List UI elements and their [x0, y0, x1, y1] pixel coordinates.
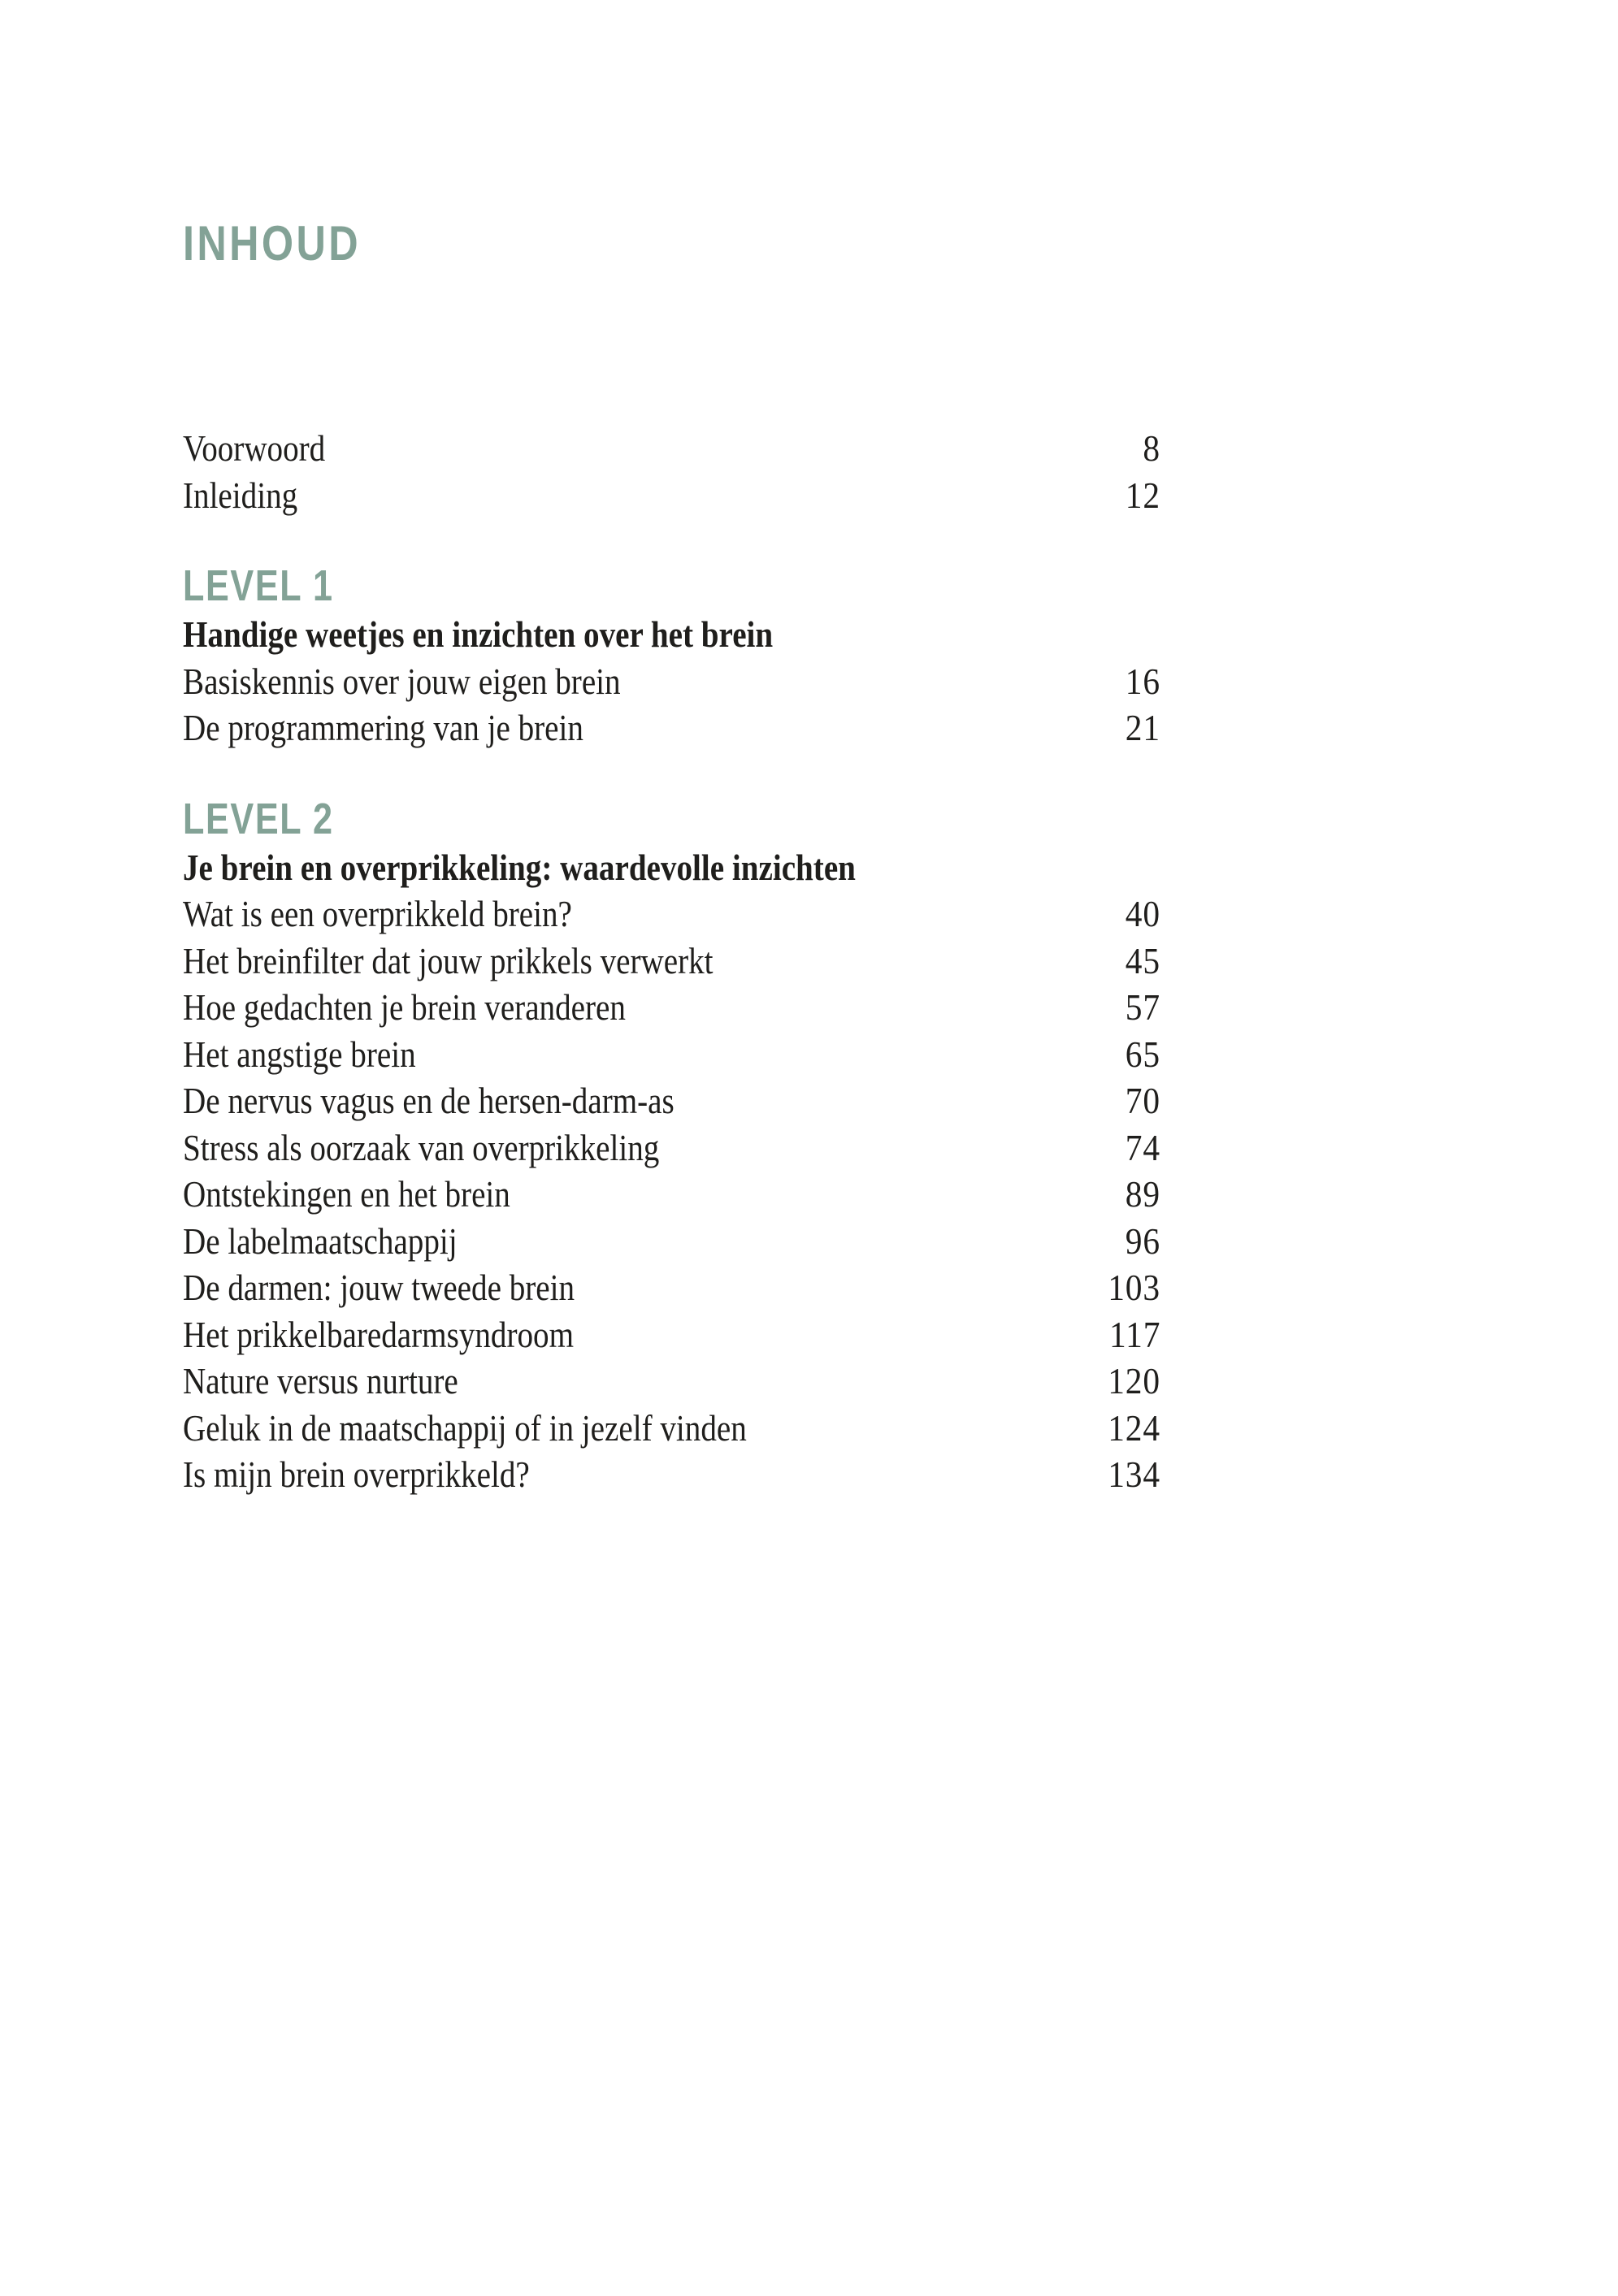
toc-entry-label: Ontstekingen en het brein [183, 1173, 510, 1215]
toc-entry-label: Inleiding [183, 474, 298, 516]
toc-entry-label: De nervus vagus en de hersen-darm-as [183, 1080, 675, 1121]
toc-sections [183, 561, 1160, 1498]
toc-entry-page-number: 134 [1108, 1453, 1160, 1495]
toc-entry-label: De darmen: jouw tweede brein [183, 1267, 575, 1308]
section-heading: LEVEL 1 [183, 561, 334, 610]
toc-entry-page-number: 16 [1125, 660, 1160, 702]
toc-entry [183, 1311, 1160, 1358]
toc-entry [183, 1031, 1160, 1078]
toc-entry [183, 658, 1160, 705]
toc-entry [183, 984, 1160, 1031]
section-heading: LEVEL 2 [183, 794, 334, 843]
toc-section [183, 561, 1160, 752]
toc-entry-label: Nature versus nurture [183, 1360, 458, 1401]
page-title: INHOUD [183, 216, 361, 271]
toc-entry-label: Het prikkelbaredarmsyndroom [183, 1313, 575, 1355]
toc-section [183, 794, 1160, 1498]
toc-entry [183, 1405, 1160, 1452]
toc-entry-page-number: 103 [1108, 1267, 1160, 1308]
toc-entry [183, 1171, 1160, 1218]
toc-entry-page-number: 12 [1125, 474, 1160, 516]
toc-entry-page-number: 89 [1125, 1173, 1160, 1215]
toc-entry-label: Voorwoord [183, 427, 326, 469]
toc-entry [183, 1077, 1160, 1124]
front-matter-list [183, 425, 1160, 518]
toc-entry [183, 1451, 1160, 1498]
toc-entry-page-number: 45 [1125, 939, 1160, 981]
toc-entry-label: Stress als oorzaak van overprikkeling [183, 1126, 660, 1168]
toc-entry [183, 1264, 1160, 1311]
toc-entry-label: Het breinfilter dat jouw prikkels verwerkt [183, 939, 714, 981]
toc-entry-page-number: 117 [1108, 1313, 1160, 1355]
toc-entry-page-number: 70 [1125, 1080, 1160, 1121]
toc-entry-label: De programmering van je brein [183, 707, 583, 748]
toc-entry-page-number: 120 [1108, 1360, 1160, 1401]
toc-entry-page-number: 40 [1125, 893, 1160, 934]
toc-entry [183, 1124, 1160, 1172]
section-subtitle [183, 844, 1160, 891]
toc-entry-label: De labelmaatschappij [183, 1219, 458, 1262]
toc-entry-page-number: 65 [1125, 1033, 1160, 1075]
toc-entry [183, 472, 1160, 519]
toc-entry [183, 704, 1160, 752]
toc-entry-label: Hoe gedachten je brein veranderen [183, 986, 626, 1028]
toc-entry [183, 1218, 1160, 1265]
toc-entry-page-number: 96 [1125, 1219, 1160, 1262]
toc-entry-label: Wat is een overprikkeld brein? [183, 893, 572, 934]
toc-content [183, 216, 1160, 1498]
section-subtitle-label: Je brein en overprikkeling: waardevolle inzichten [183, 846, 856, 888]
toc-entry [183, 425, 1160, 472]
section-entries [183, 658, 1160, 752]
toc-entry-page-number: 74 [1125, 1126, 1160, 1168]
toc-entry [183, 890, 1160, 938]
section-subtitle [183, 611, 1160, 658]
toc-entry-label: Is mijn brein overprikkeld? [183, 1453, 530, 1495]
toc-entry-label: Het angstige brein [183, 1033, 416, 1075]
section-subtitle-label: Handige weetjes en inzichten over het brein [183, 613, 774, 655]
toc-entry-page-number: 8 [1143, 427, 1160, 469]
toc-entry-page-number: 57 [1125, 986, 1160, 1028]
toc-entry [183, 938, 1160, 985]
toc-entry-page-number: 124 [1108, 1406, 1160, 1449]
toc-entry-label: Geluk in de maatschappij of in jezelf vinden [183, 1406, 747, 1449]
toc-entry [183, 1358, 1160, 1405]
toc-entry-label: Basiskennis over jouw eigen brein [183, 660, 621, 702]
section-entries [183, 890, 1160, 1498]
toc-entry-page-number: 21 [1125, 707, 1160, 748]
